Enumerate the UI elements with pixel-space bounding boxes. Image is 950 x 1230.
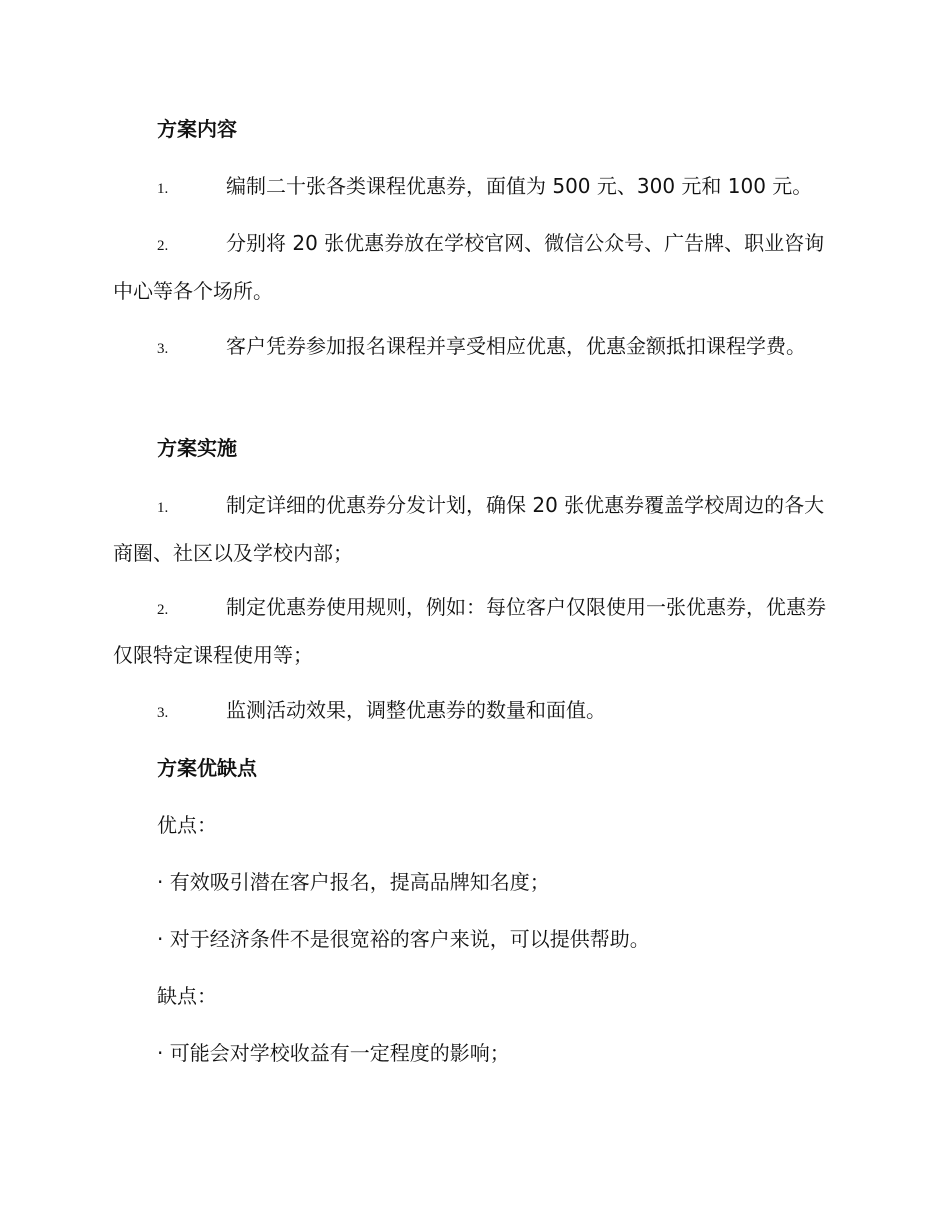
item-text: 客户凭券参加报名课程并享受相应优惠，优惠金额抵扣课程学费。 — [226, 334, 806, 358]
section-heading-content: 方案内容 — [157, 117, 237, 141]
pros-item: · 有效吸引潜在客户报名，提高品牌知名度； — [157, 870, 550, 894]
cons-label: 缺点： — [157, 984, 217, 1008]
list-item — [113, 164, 835, 212]
item-text: 制定优惠券使用规则，例如：每位客户仅限使用一张优惠券，优惠券仅限特定课程使用等； — [113, 595, 826, 667]
pros-item: · 对于经济条件不是很宽裕的客户来说，可以提供帮助。 — [157, 927, 650, 951]
section-heading-pros-cons: 方案优缺点 — [157, 756, 257, 780]
item-number: 3. — [157, 705, 169, 721]
pros-label: 优点： — [157, 813, 217, 837]
item-text: 制定详细的优惠券分发计划，确保 20 张优惠券覆盖学校周边的各大商圈、社区以及学校内部； — [113, 493, 825, 565]
item-number: 3. — [157, 341, 169, 357]
section-heading-implementation: 方案实施 — [157, 436, 237, 460]
item-number: 1. — [157, 181, 169, 197]
list-item — [113, 688, 835, 736]
list-item — [113, 585, 835, 678]
item-text: 分别将 20 张优惠券放在学校官网、微信公众号、广告牌、职业咨询中心等各个场所。 — [113, 231, 825, 303]
list-item — [113, 324, 835, 372]
item-number: 2. — [157, 602, 169, 618]
list-item — [113, 221, 835, 314]
item-number: 2. — [157, 238, 169, 254]
list-item — [113, 483, 835, 576]
item-number: 1. — [157, 500, 169, 516]
cons-item: · 可能会对学校收益有一定程度的影响； — [157, 1041, 510, 1065]
item-text: 监测活动效果，调整优惠券的数量和面值。 — [226, 698, 606, 722]
item-text: 编制二十张各类课程优惠券，面值为 500 元、300 元和 100 元。 — [226, 174, 813, 198]
